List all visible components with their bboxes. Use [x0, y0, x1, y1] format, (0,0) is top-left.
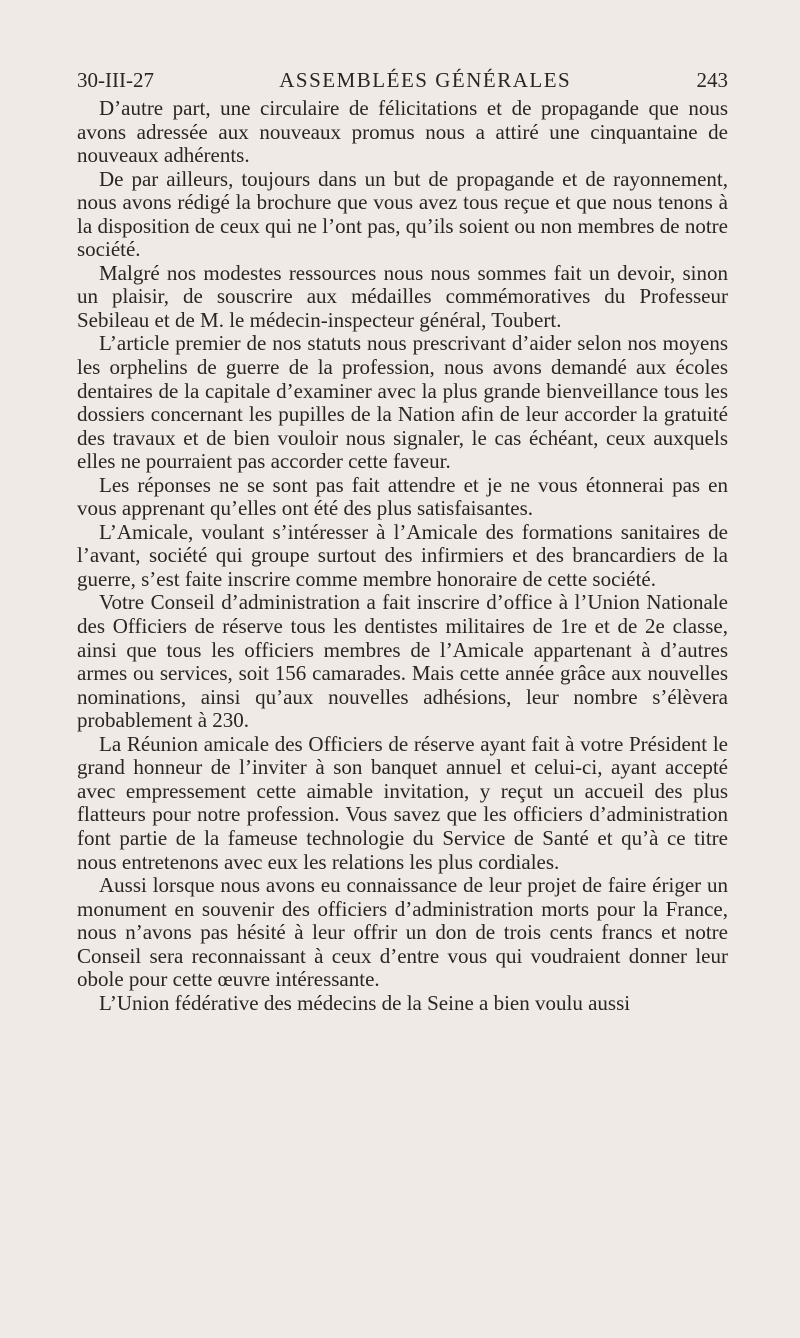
paragraph-2: De par ailleurs, toujours dans un but de propagande et de rayonnement, nous avons rédigé la brochure que vous avez tous reçue et que nous tenons à la disposition de ceux qui ne l’ont pas, qu’ils soient ou non membres de notre société. — [77, 166, 728, 262]
running-head — [77, 68, 728, 92]
paragraph-1: D’autre part, une circulaire de félicitations et de propagande que nous avons adressée aux nouveaux promus nous a attiré une cinquantaine de nouveaux adhérents. — [77, 96, 728, 168]
page-number: 243 — [696, 68, 728, 92]
header-date: 30-III-27 — [77, 68, 154, 92]
paragraph-3: Malgré nos modestes ressources nous nous sommes fait un devoir, sinon un plaisir, de souscrire aux médailles commémoratives du Professeur Sebileau et de M. le médecin-inspecteur général, Toubert. — [77, 260, 728, 332]
paragraph-8: La Réunion amicale des Officiers de réserve ayant fait à votre Président le grand honneur de l’inviter à son banquet annuel et celui-ci, ayant accepté avec empressement cette aimable invitation, y reçut un accueil des plus flatteurs pour notre profession. Vous savez que les officiers d’administration font partie de la fameuse technologie du Service de Santé et qu’à ce titre nous entretenons avec eux les relations les plus cordiales. — [77, 731, 728, 874]
paragraph-5: Les réponses ne se sont pas fait attendre et je ne vous étonnerai pas en vous apprenant qu’elles ont été des plus satisfaisantes. — [77, 472, 728, 521]
paragraph-9: Aussi lorsque nous avons eu connaissance de leur projet de faire ériger un monument en souvenir des officiers d’administration morts pour la France, nous n’avons pas hésité à leur offrir un don de trois cents francs et notre Conseil sera reconnaissant à ceux d’entre vous qui voudraient donner leur obole pour cette œuvre intéressante. — [77, 873, 728, 992]
paragraph-7: Votre Conseil d’administration a fait inscrire d’office à l’Union Nationale des Officiers de réserve tous les dentistes militaires de 1re et de 2e classe, ainsi que tous les officiers membres de l’Amicale appartenant à d’autres armes ou services, soit 156 camarades. Mais cette année grâce aux nouvelles nominations, ainsi qu’aux nouvelles adhésions, leur nombre s’élèvera probablement à 230. — [77, 590, 728, 733]
paragraph-4: L’article premier de nos statuts nous prescrivant d’aider selon nos moyens les orphelins de guerre de la profession, nous avons demandé aux écoles dentaires de la capitale d’examiner avec la plus grande bienveillance tous les dossiers concernant les pupilles de la Nation afin de leur accorder la gratuité des travaux et de bien vouloir nous signaler, le cas échéant, ceux auxquels elles ne pourraient pas accorder cette faveur. — [77, 331, 728, 474]
body-text — [77, 97, 728, 1015]
header-title: ASSEMBLÉES GÉNÉRALES — [279, 68, 572, 92]
paragraph-6: L’Amicale, voulant s’intéresser à l’Amicale des formations sanitaires de l’avant, société qui groupe surtout des infirmiers et des brancardiers de la guerre, s’est faite inscrire comme membre honoraire de cette société. — [77, 519, 728, 591]
paragraph-10: L’Union fédérative des médecins de la Seine a bien voulu aussi — [99, 990, 631, 1015]
